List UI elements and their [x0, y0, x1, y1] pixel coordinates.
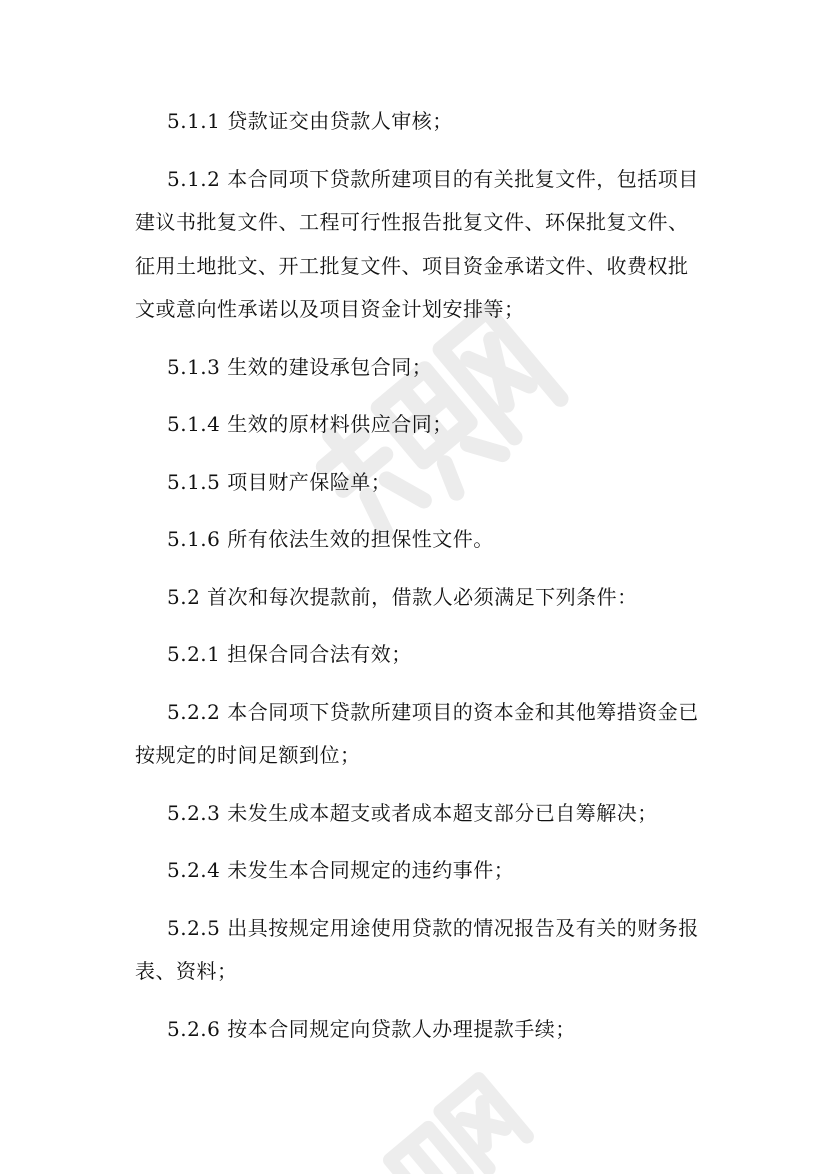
paragraph-5-1-5: 5.1.5 项目财产保险单；: [167, 469, 392, 494]
paragraph-5-2-5: 5.2.5 出具按规定用途使用贷款的情况报告及有关的财务报表、资料；: [135, 915, 699, 983]
paragraph-5-2-6: 5.2.6 按本合同规定向贷款人办理提款手续；: [167, 1016, 576, 1041]
paragraph-5-1-6: 5.1.6 所有依法生效的担保性文件。: [167, 527, 494, 551]
paragraph-5-2: 5.2 首次和每次提款前，借款人必须满足下列条件：: [167, 584, 638, 609]
paragraph-5-1-4: 5.1.4 生效的原材料供应合同；: [167, 412, 453, 436]
paragraph-5-1-1: 5.1.1 贷款证交由贷款人审核；: [167, 109, 453, 133]
paragraph-5-2-3: 5.2.3 未发生成本超支或者成本超支部分已自筹解决；: [167, 800, 658, 825]
paragraph-5-2-2: 5.2.2 本合同项下贷款所建项目的资本金和其他筹措资金已按规定的时间足额到位；: [135, 699, 699, 767]
paragraph-5-2-1: 5.2.1 担保合同合法有效；: [167, 642, 412, 666]
paragraph-5-2-4: 5.2.4 未发生本合同规定的违约事件；: [167, 858, 515, 882]
document-body: [135, 100, 700, 1065]
paragraph-5-1-3: 5.1.3 生效的建设承包合同；: [167, 354, 433, 379]
paragraph-5-1-2: 5.1.2 本合同项下贷款所建项目的有关批复文件，包括项目建议书批复文件、工程可行性报告批复文件、环保批复文件、征用土地批文、开工批复文件、项目资金承诺文件、收费权批文或意向性承诺以及项目资金计划安排等；: [135, 166, 699, 321]
watermark-logo-bottom: [330, 1050, 560, 1174]
